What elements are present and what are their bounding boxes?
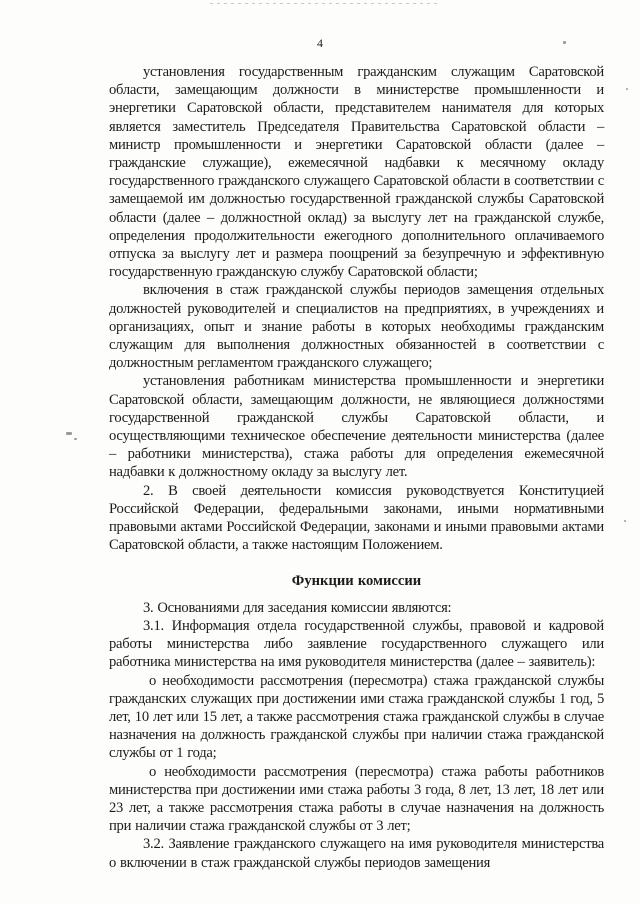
scan-speck bbox=[66, 432, 72, 435]
scan-speck bbox=[74, 438, 77, 440]
paragraph-4: 2. В своей деятельности комиссия руководствуется Конституцией Российской Федерации, федеральными законами, иными нормативными правовыми актами Российской Федерации, законами и иными правовыми актами Саратовской области, а также настоящим Положением. bbox=[109, 482, 604, 554]
scan-speck bbox=[626, 88, 628, 90]
scan-speck bbox=[563, 41, 566, 44]
document-body bbox=[109, 63, 604, 872]
section-paragraph-1: 3. Основаниями для заседания комиссии являются: bbox=[143, 599, 452, 616]
section-paragraph-2: 3.1. Информация отдела государственной службы, правовой и кадровой работы министерства либо заявление государственного служащего или работника министерства на имя руководителя министерства (далее – заявитель): bbox=[109, 617, 604, 671]
paragraph-1: установления государственным гражданским служащим Саратовской области, замещающим должности в министерстве промышленности и энергетики Саратовской области, представителем нанимателя для которых является заместитель Председателя Правительства Саратовской области – министр промышленности и энергетики Саратовской области (далее – гражданские служащие), ежемесячной надбавки к месячному окладу государственного гражданского служащего Саратовской области в соответствии с замещаемой им должностью государственной гражданской службы Саратовской области (далее – должностной оклад) за выслугу лет на гражданской службе, определения продолжительности ежегодного дополнительного оплачиваемого отпуска за выслугу лет и размера поощрений за безупречную и эффективную государственную гражданскую службу Саратовской области; bbox=[109, 64, 604, 281]
page-number: 4 bbox=[317, 36, 323, 50]
paragraph-2: включения в стаж гражданской службы периодов замещения отдельных должностей руководителей и специалистов на предприятиях, в учреждениях и организациях, опыт и знание работы в которых необходимы гражданским служащим для выполнения должностных обязанностей в соответствии с должностным регламентом гражданского служащего; bbox=[109, 282, 604, 372]
scan-artifact bbox=[210, 3, 440, 4]
section-paragraph-3: о необходимости рассмотрения (пересмотра) стажа гражданской службы гражданских служащих при достижении ими стажа гражданской службы 1 год, 5 лет, 10 лет или 15 лет, а также рассмотрения стажа гражданской службы в случае назначения на должность гражданской службы при наличии стажа гражданской службы от 1 года; bbox=[109, 672, 604, 762]
scan-speck bbox=[624, 520, 626, 522]
paragraph-3: установления работникам министерства промышленности и энергетики Саратовской области, замещающим должности, не являющиеся должностями государственной гражданской службы Саратовской области, и осуществляющими техническое обеспечение деятельности министерства (далее – работники министерства), стажа работы для определения ежемесячной надбавки к должностному окладу за выслугу лет. bbox=[109, 373, 604, 481]
section-paragraph-5: 3.2. Заявление гражданского служащего на имя руководителя министерства о включении в стаж гражданской службы периодов замещения bbox=[109, 836, 604, 871]
section-title: Функции комиссии bbox=[291, 573, 422, 590]
section-paragraph-4: о необходимости рассмотрения (пересмотра) стажа работы работников министерства при достижении ими стажа работы 3 года, 8 лет, 13 лет, 18 лет или 23 лет, а также рассмотрения стажа работы в случае назначения на должность при наличии стажа гражданской службы от 3 лет; bbox=[109, 763, 604, 835]
